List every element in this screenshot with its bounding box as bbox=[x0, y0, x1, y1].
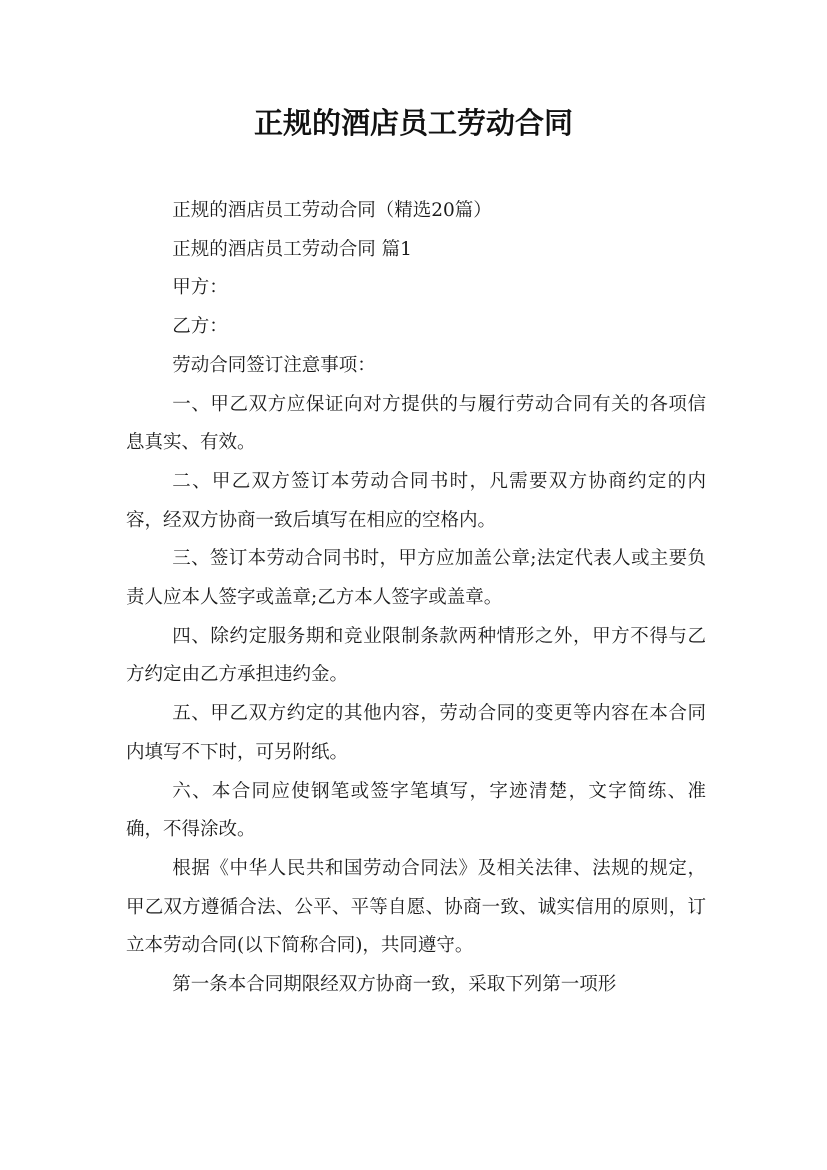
paragraph-section-heading: 正规的酒店员工劳动合同 篇1 bbox=[172, 238, 412, 260]
document-body bbox=[126, 192, 706, 1005]
document-title: 正规的酒店员工劳动合同 bbox=[253, 106, 573, 140]
paragraph-note-1: 一、甲乙双方应保证向对方提供的与履行劳动合同有关的各项信息真实、有效。 bbox=[126, 393, 706, 454]
paragraph-subtitle: 正规的酒店员工劳动合同（精选20篇） bbox=[172, 200, 492, 221]
paragraph-note-6: 六、本合同应使钢笔或签字笔填写，字迹清楚，文字简练、准确，不得涂改。 bbox=[126, 780, 706, 841]
paragraph-notes-heading: 劳动合同签订注意事项： bbox=[172, 354, 376, 376]
paragraph-preamble: 根据《中华人民共和国劳动合同法》及相关法律、法规的规定，甲乙双方遵循合法、公平、平等自愿、协商一致、诚实信用的原则，订立本劳动合同(以下简称合同)，共同遵守。 bbox=[126, 857, 706, 957]
paragraph-article-1: 第一条本合同期限经双方协商一致，采取下列第一项形 bbox=[172, 974, 617, 996]
paragraph-note-3: 三、签订本劳动合同书时，甲方应加盖公章;法定代表人或主要负责人应本人签字或盖章;乙方本人签字或盖章。 bbox=[126, 548, 706, 609]
paragraph-party-a: 甲方： bbox=[172, 277, 228, 299]
paragraph-note-5: 五、甲乙双方约定的其他内容，劳动合同的变更等内容在本合同内填写不下时，可另附纸。 bbox=[126, 703, 706, 763]
paragraph-party-b: 乙方： bbox=[172, 316, 228, 338]
paragraph-note-4: 四、除约定服务期和竞业限制条款两种情形之外，甲方不得与乙方约定由乙方承担违约金。 bbox=[126, 625, 706, 686]
paragraph-note-2: 二、甲乙双方签订本劳动合同书时，凡需要双方协商约定的内容，经双方协商一致后填写在相应的空格内。 bbox=[126, 470, 706, 531]
